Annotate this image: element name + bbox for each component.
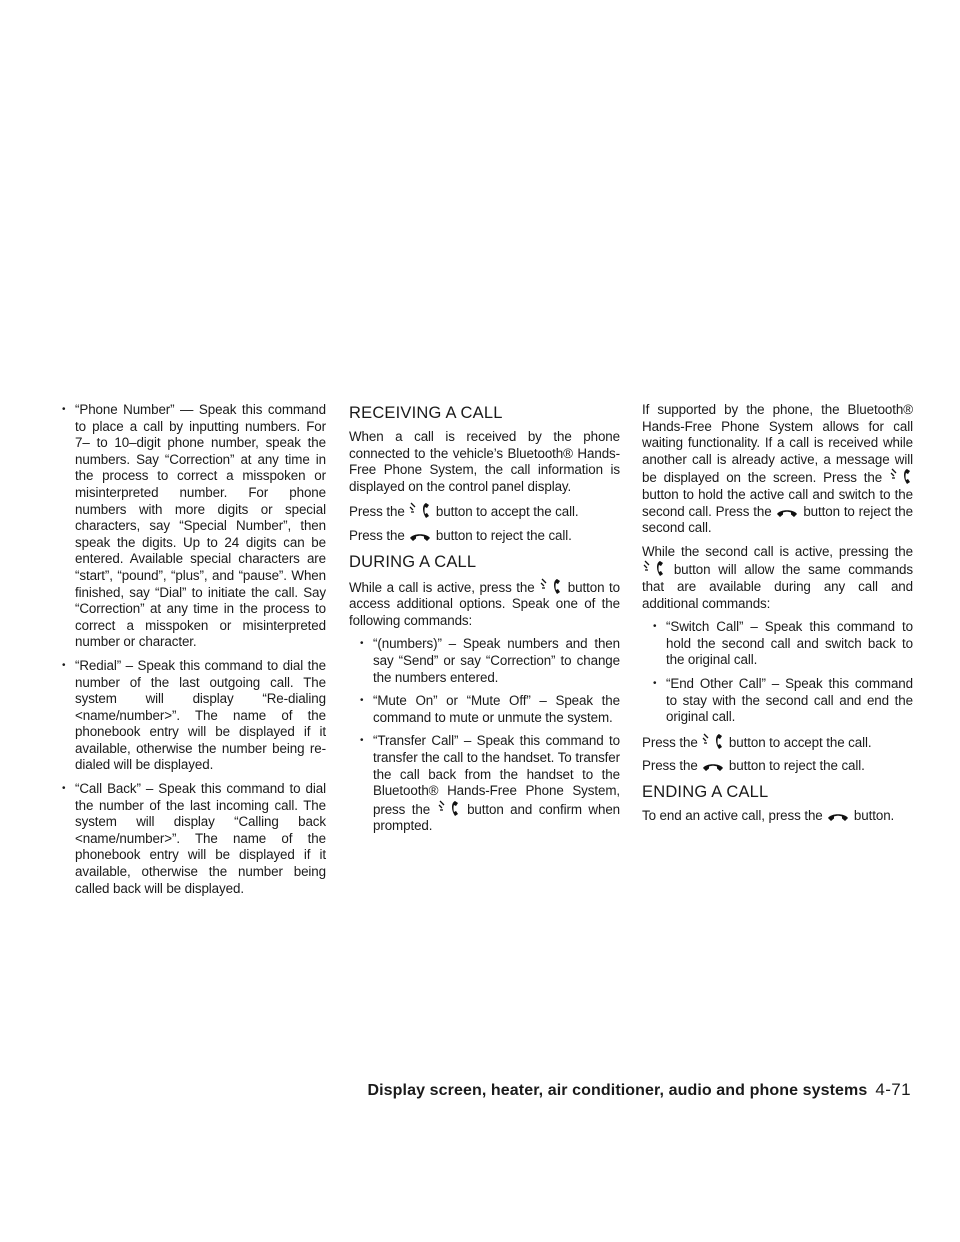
phone-hangup-icon [776,507,798,519]
text-run: button and confirm when prompted. [373,801,621,834]
phone-talk-icon [438,800,460,817]
list-item [349,733,620,835]
text-run: Press the [642,758,698,774]
text-run: While the second call is active, pressing the [642,543,913,559]
during-command-list [349,636,620,835]
text-run: Press the [349,504,405,520]
text-run: button to accept the call. [435,504,579,520]
phone-talk-icon [540,578,562,595]
list-item: • “Mute On” or “Mute Off” – Speak the command to mute or unmute the system. [349,693,620,726]
page-number: 4-71 [875,1080,911,1099]
during-intro [349,578,620,630]
section-heading-during: DURING A CALL [349,552,477,571]
text-run: button to reject the call. [435,527,572,543]
text-run: button to reject the call. [728,758,865,774]
text-run: button to access additional options. Speak one of the following commands: [349,579,620,628]
list-item: • “End Other Call” – Speak this command to stay with the second call and end the original call. [642,676,913,726]
text-run: To end an active call, press the [642,807,823,823]
text-run: button to hold the active call and switch to the second call. Press the [642,486,913,519]
column-3 [642,402,913,831]
chapter-title: Display screen, heater, air conditioner, audio and phone systems [367,1082,868,1099]
phone-hangup-icon [702,761,724,773]
text-run: Press the [642,734,698,750]
voice-command-list [60,402,326,897]
ending-paragraph [642,808,913,825]
list-item: • “Redial” – Speak this command to dial the number of the last outgoing call. The system will display “Re-dialing <name/number>”. The name of the phonebook entry will be displayed if it available, otherwise the number being re-dialed will be displayed. [60,658,326,774]
second-call-command-list [642,619,913,726]
phone-talk-icon [702,733,724,750]
phone-talk-icon [890,468,912,485]
text-run: If supported by the phone, the Bluetooth® Hands-Free Phone System allows for call waiting functionality. If a call is received while another call is already active, a message will be displayed on the screen. Press the [642,402,913,486]
text-run: button to reject the second call. [642,503,913,536]
column-1 [60,402,326,904]
reject-paragraph [642,758,913,775]
page-footer [0,1080,911,1100]
phone-hangup-icon [827,811,849,823]
text-run: button. [853,807,895,823]
receiving-intro: When a call is received by the phone connected to the vehicle’s Bluetooth® Hands-Free Phone System, the call information is displayed on the control panel display. [349,429,620,494]
list-item: • “Switch Call” – Speak this command to hold the second call and switch back to the original call. [642,619,913,669]
text-run: “Transfer Call” – Speak this command to transfer the call to the handset. To transfer the call back from the handset to the Bluetooth® Hands-Free Phone System, press the [373,733,620,817]
text-run: While a call is active, press the [349,579,535,595]
text-run: Press the [349,527,405,543]
section-heading-ending: ENDING A CALL [642,782,769,801]
phone-talk-icon [409,502,431,519]
receiving-accept [349,502,620,521]
receiving-reject [349,528,620,545]
second-call-paragraph [642,544,913,612]
phone-hangup-icon [409,531,431,543]
text-run: button will allow the same commands that are available during any call and additional commands: [642,562,914,611]
accept-paragraph [642,733,913,752]
call-waiting-paragraph [642,402,913,537]
list-item: • “Call Back” – Speak this command to dial the number of the last incoming call. The system will display “Calling back <name/number>”. The name of the phonebook entry will be displayed if it available, otherwise the number being called back will be displayed. [60,781,326,897]
text-run: button to accept the call. [728,734,872,750]
list-item: • “Phone Number” — Speak this command to place a call by inputting numbers. For 7– to 10–digit phone number, speak the numbers. Say “Correction” at any time in the process to correct a misspoken or misinterpreted number. For phone numbers with more digits or special characters, say “Special Number”, then speak the digits. Up to 24 digits can be entered. Available special characters are “start”, “pound”, “plus”, and “pause”. When finished, say “Dial” to initiate the call. Say “Correction” at any time in the process to correct a misspoken or misinterpreted number or character. [60,402,326,651]
section-heading-receiving: RECEIVING A CALL [349,404,503,422]
column-2 [349,402,620,842]
list-item: • “(numbers)” – Speak numbers and then say “Send” or say “Correction” to change the numbers entered. [349,636,620,686]
phone-talk-icon [643,560,665,577]
